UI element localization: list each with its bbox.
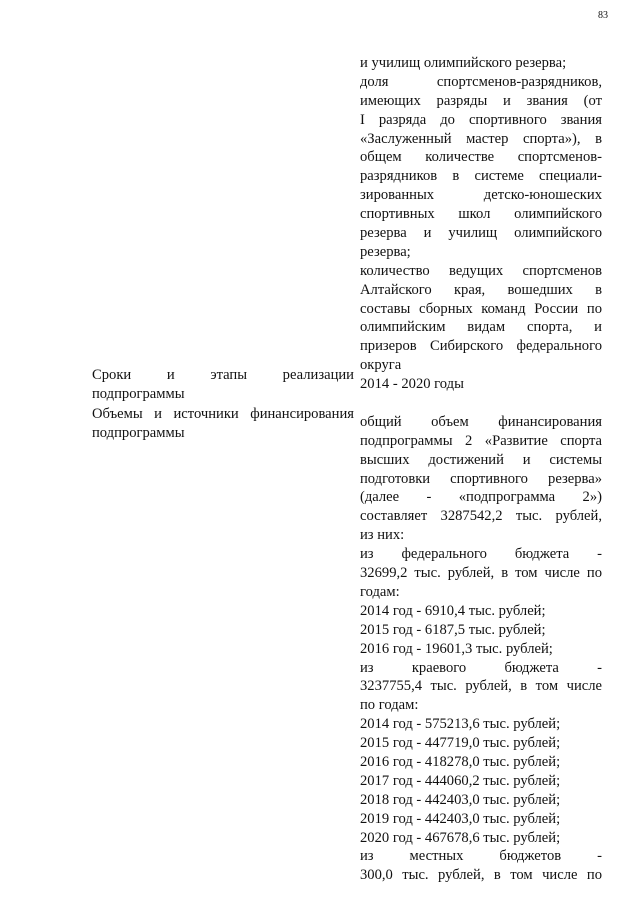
right-column-line: и училищ олимпийского резерва; xyxy=(360,55,567,71)
right-column-line: высших достижений и системы xyxy=(360,451,602,468)
right-column-line: 2018 год - 442403,0 тыс. рублей; xyxy=(360,791,561,808)
right-column-line: 2014 - 2020 годы xyxy=(360,376,464,393)
right-column-line: 2015 год - 6187,5 тыс. рублей; xyxy=(360,621,546,638)
right-column-line: общий объем финансирования xyxy=(360,413,602,430)
right-column-line: из федерального бюджета - xyxy=(360,546,602,563)
right-column-line: по годам: xyxy=(360,697,419,714)
right-column-line: подпрограммы 2 «Развитие спорта xyxy=(360,432,602,449)
terms-label-line-2: подпрограммы xyxy=(92,385,185,402)
funding-label-line-2: подпрограммы xyxy=(92,424,185,441)
right-column-line: округа xyxy=(360,357,402,374)
right-column-line: 2014 год - 575213,6 тыс. рублей; xyxy=(360,716,561,733)
right-column-line: резерва и училищ олимпийского xyxy=(360,225,602,242)
right-column-line: олимпийским видам спорта, и xyxy=(360,319,602,336)
right-column-line: общем количестве спортсменов- xyxy=(360,149,602,166)
right-column-line: 3237755,4 тыс. рублей, в том числе xyxy=(360,678,602,695)
right-column-line: спортивных школ олимпийского xyxy=(360,206,602,223)
right-column-line: 2016 год - 19601,3 тыс. рублей; xyxy=(360,640,553,657)
right-column-line: из местных бюджетов - xyxy=(360,848,602,865)
right-column-line: 2014 год - 6910,4 тыс. рублей; xyxy=(360,602,546,619)
right-column-line: 2015 год - 447719,0 тыс. рублей; xyxy=(360,735,561,752)
right-column-line: составляет 3287542,2 тыс. рублей, xyxy=(360,508,602,525)
funding-label xyxy=(92,405,354,443)
right-column-line: 32699,2 тыс. рублей, в том числе по xyxy=(360,565,602,582)
right-column-line: резерва; xyxy=(360,243,411,260)
right-column-line: разрядников в системе специали- xyxy=(360,168,602,185)
right-column-line: 2017 год - 444060,2 тыс. рублей; xyxy=(360,772,561,789)
right-column-line: зированных детско-юношеских xyxy=(360,187,602,204)
right-column-line: имеющих разряды и звания (от xyxy=(360,92,602,109)
right-column-text xyxy=(360,54,602,885)
right-column-line: подготовки спортивного резерва» xyxy=(360,470,602,487)
page-number: 83 xyxy=(598,10,608,21)
right-column-line: 2016 год - 418278,0 тыс. рублей; xyxy=(360,753,561,770)
right-column-line: доля спортсменов-разрядников, xyxy=(360,73,602,90)
right-column-line: из них: xyxy=(360,527,405,544)
right-column-line: 2019 год - 442403,0 тыс. рублей; xyxy=(360,810,561,827)
right-column-line: годам: xyxy=(360,583,400,600)
right-column-line: Алтайского края, вошедших в xyxy=(360,281,602,298)
right-column-line: количество ведущих спортсменов xyxy=(360,262,602,279)
right-column-line: «Заслуженный мастер спорта»), в xyxy=(360,130,602,147)
terms-label xyxy=(92,366,354,404)
right-column-line: призеров Сибирского федерального xyxy=(360,338,602,355)
right-column-line: I разряда до спортивного звания xyxy=(360,111,602,128)
right-column-line: из краевого бюджета - xyxy=(360,659,602,676)
right-column-line xyxy=(360,394,602,413)
funding-label-line-1: Объемы и источники финансирования xyxy=(92,406,354,422)
right-column-line: 300,0 тыс. рублей, в том числе по xyxy=(360,867,602,884)
terms-label-line-1: Сроки и этапы реализации xyxy=(92,367,354,383)
right-column-line: 2020 год - 467678,6 тыс. рублей; xyxy=(360,829,561,846)
right-column-line: (далее - «подпрограмма 2») xyxy=(360,489,602,506)
right-column-line: составы сборных команд России по xyxy=(360,300,602,317)
